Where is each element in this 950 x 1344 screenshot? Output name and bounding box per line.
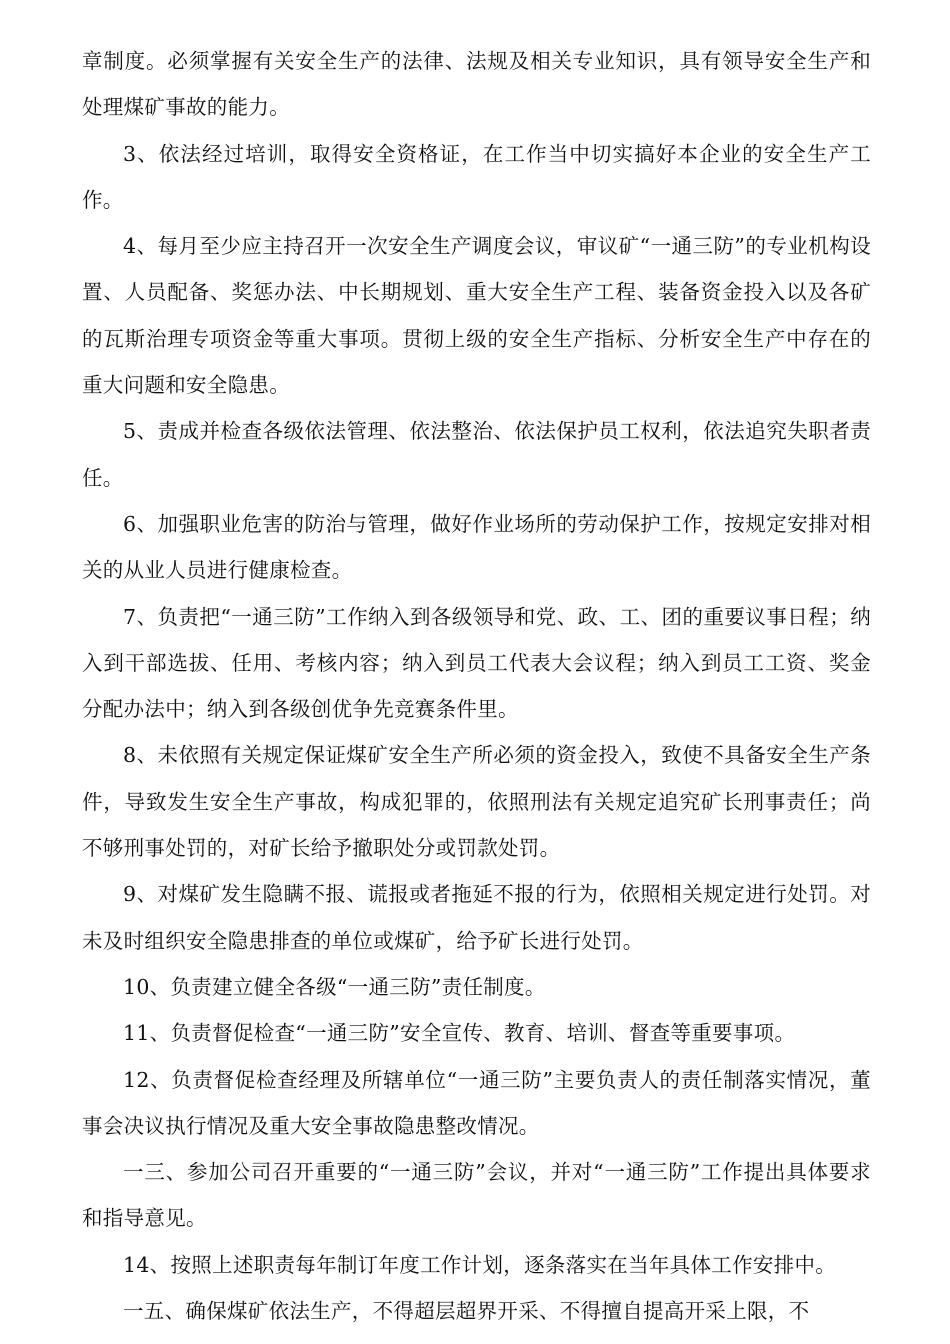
paragraph-item-3: 3、依法经过培训，取得安全资格证，在工作当中切实搞好本企业的安全生产工作。 [82,141,871,212]
paragraph-item-14: 14、按照上述职责每年制订年度工作计划，逐条落实在当年具体工作安排中。 [123,1252,837,1277]
paragraph-item-9: 9、对煤矿发生隐瞒不报、谎报或者拖延不报的行为，依照相关规定进行处罚。对未及时组织安全隐患排查的单位或煤矿，给予矿长进行处罚。 [82,882,871,953]
paragraph-item-11: 11、负责督促检查“一通三防”安全宣传、教育、培训、督查等重要事项。 [123,1021,796,1046]
paragraph-item-15: 一五、确保煤矿依法生产，不得超层超界开采、不得擅自提高开采上限，不 [123,1299,810,1324]
paragraph-continuation: 章制度。必须掌握有关安全生产的法律、法规及相关专业知识，具有领导安全生产和处理煤矿事故的能力。 [82,49,871,120]
paragraph-item-7: 7、负责把“一通三防”工作纳入到各级领导和党、政、工、团的重要议事日程；纳入到干部选拔、任用、考核内容；纳入到员工代表大会议程；纳入到员工工资、奖金分配办法中；纳入到各级创优争先竞赛条件里。 [82,604,871,722]
paragraph-item-6: 6、加强职业危害的防治与管理，做好作业场所的劳动保护工作，按规定安排对相关的从业人员进行健康检查。 [82,511,871,583]
paragraph-item-8: 8、未依照有关规定保证煤矿安全生产所必须的资金投入，致使不具备安全生产条件，导致发生安全生产事故，构成犯罪的，依照刑法有关规定追究矿长刑事责任；尚不够刑事处罚的，对矿长给予撤职处分或罚款处罚。 [82,743,871,861]
paragraph-item-13: 一三、参加公司召开重要的“一通三防”会议，并对“一通三防”工作提出具体要求和指导意见。 [82,1160,871,1231]
paragraph-item-10: 10、负责建立健全各级“一通三防”责任制度。 [123,974,546,999]
paragraph-item-5: 5、责成并检查各级依法管理、依法整治、依法保护员工权利，依法追究失职者责任。 [82,419,871,490]
paragraph-item-12: 12、负责督促检查经理及所辖单位“一通三防”主要负责人的责任制落实情况，董事会决议执行情况及重大安全事故隐患整改情况。 [82,1067,871,1138]
paragraph-item-4: 4、每月至少应主持召开一次安全生产调度会议，审议矿“一通三防”的专业机构设置、人员配备、奖惩办法、中长期规划、重大安全生产工程、装备资金投入以及各矿的瓦斯治理专项资金等重大事项。贯彻上级的安全生产指标、分析安全生产中存在的重大问题和安全隐患。 [82,234,871,398]
document-body [82,38,871,1334]
